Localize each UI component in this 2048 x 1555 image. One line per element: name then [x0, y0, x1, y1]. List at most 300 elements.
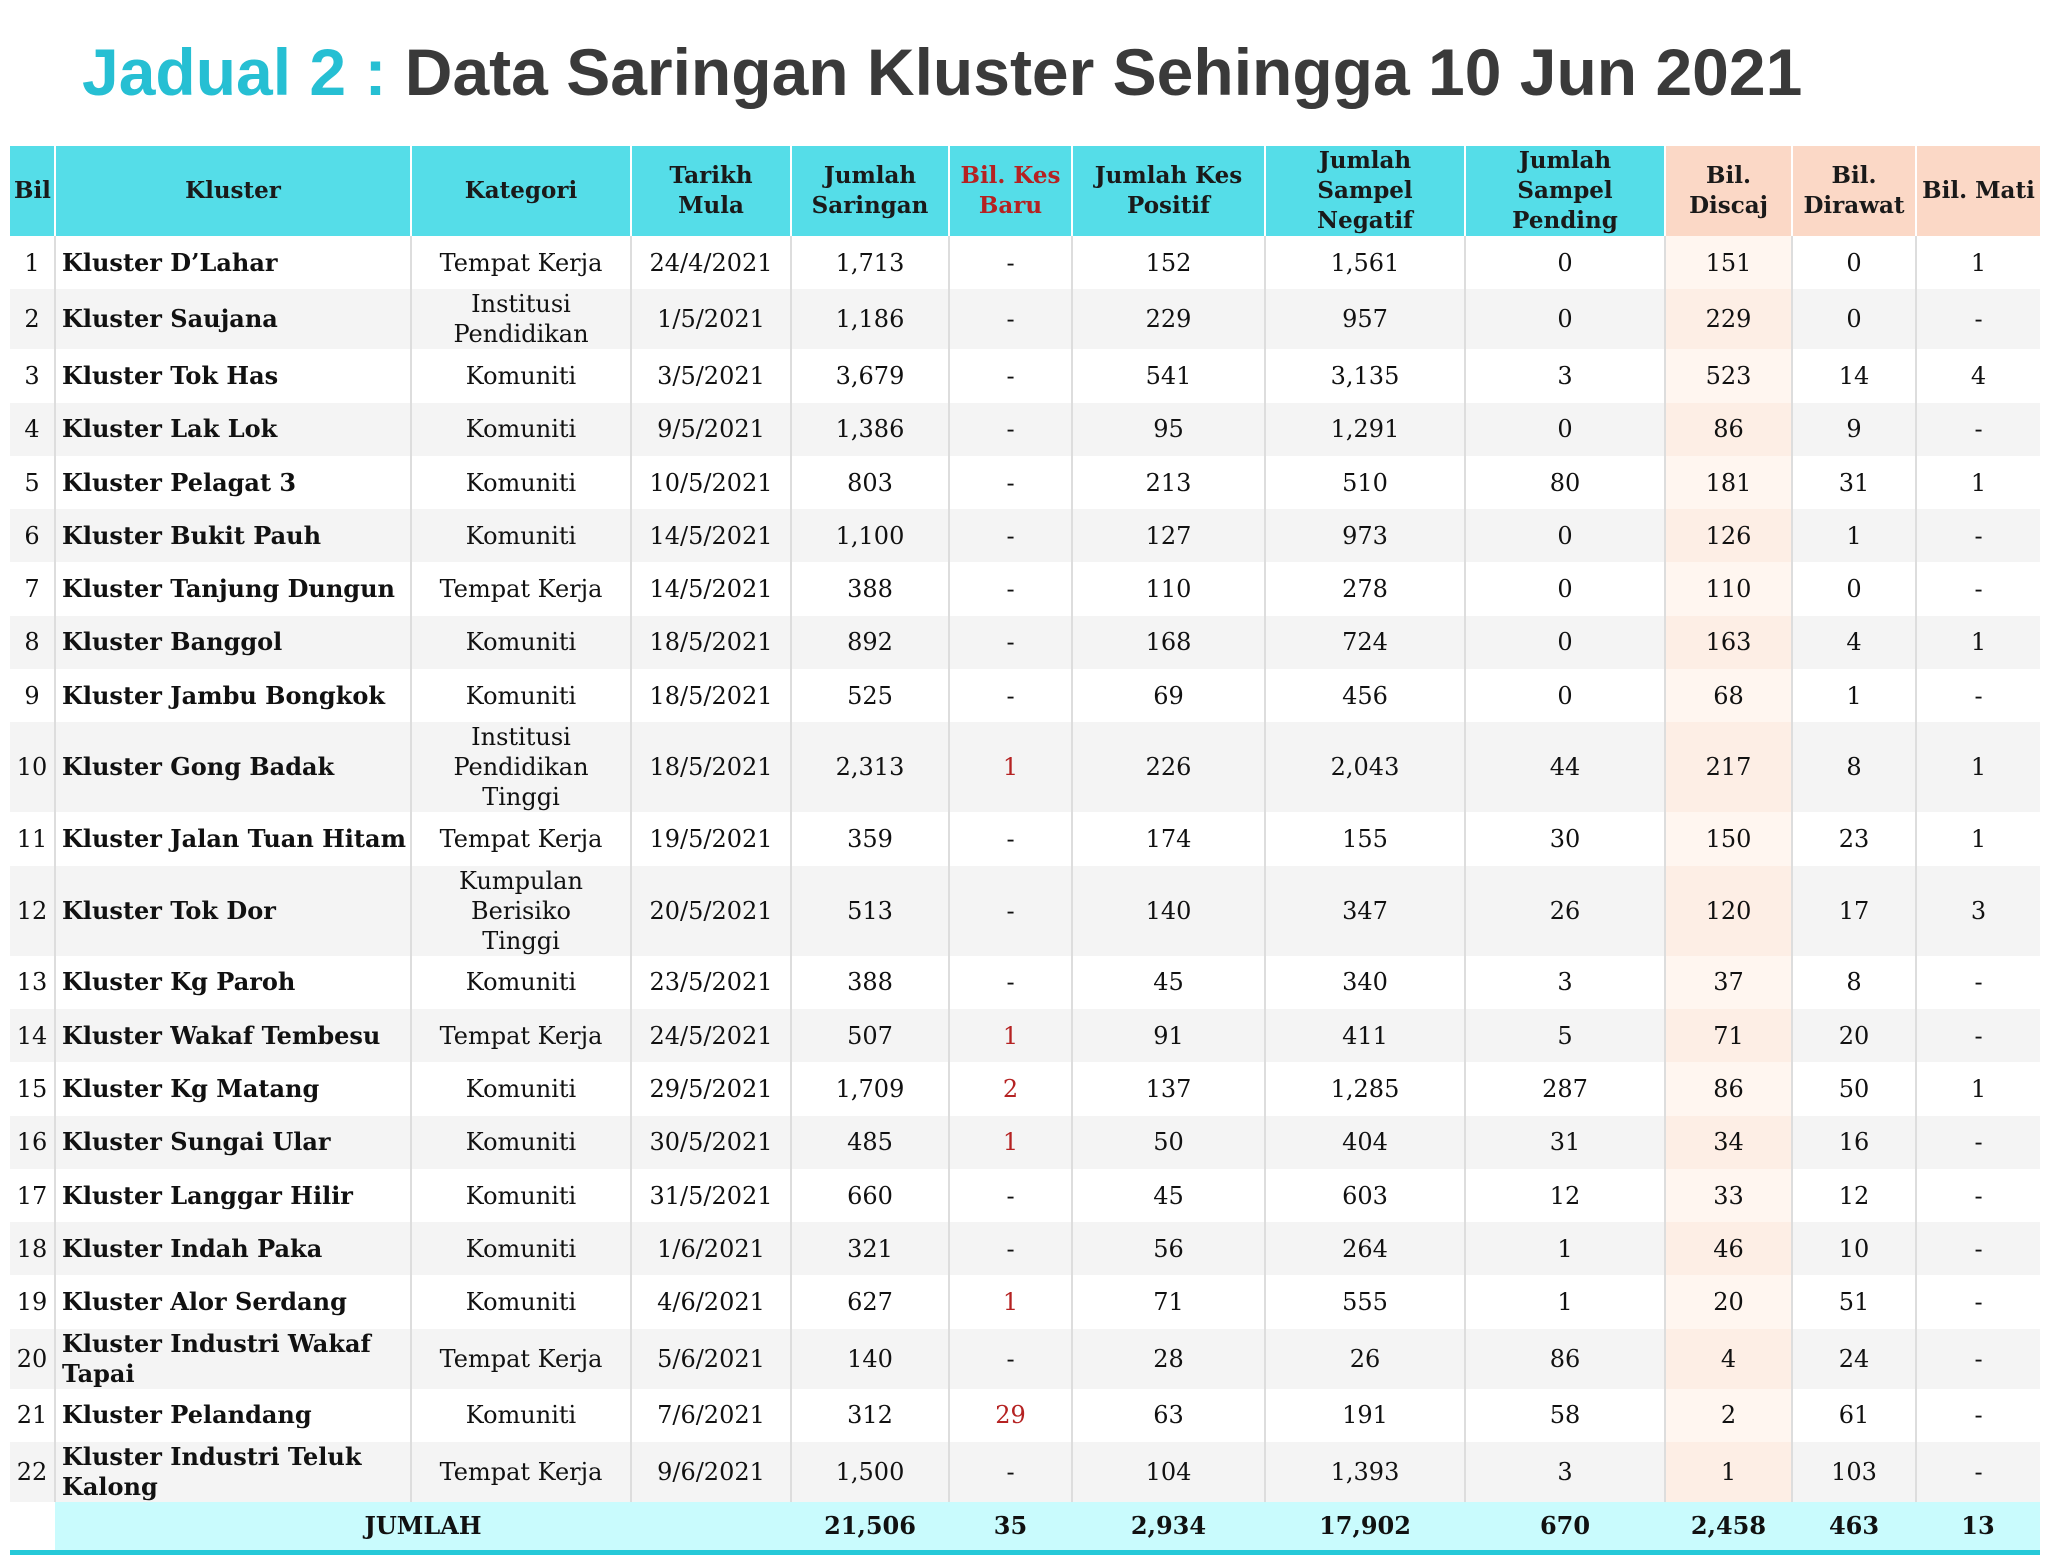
cell-pending: 86	[1465, 1329, 1665, 1389]
cell-tarikh: 24/5/2021	[631, 1009, 791, 1062]
cell-kluster: Kluster Jalan Tuan Hitam	[55, 812, 411, 865]
cell-negatif: 1,561	[1265, 236, 1465, 289]
total-discaj: 2,458	[1665, 1502, 1792, 1553]
cell-kategori: Komuniti	[411, 456, 631, 509]
total-blank	[10, 1502, 55, 1553]
cell-kluster: Kluster D’Lahar	[55, 236, 411, 289]
cell-kategori: Komuniti	[411, 956, 631, 1009]
cell-tarikh: 14/5/2021	[631, 509, 791, 562]
cell-positif: 28	[1072, 1329, 1265, 1389]
cell-positif: 137	[1072, 1062, 1265, 1115]
cell-kategori: Komuniti	[411, 1389, 631, 1442]
cell-pending: 58	[1465, 1389, 1665, 1442]
cell-baru: -	[949, 616, 1072, 669]
header-bil: Bil	[10, 146, 55, 236]
cell-saringan: 803	[791, 456, 949, 509]
header-kategori: Kategori	[411, 146, 631, 236]
cell-positif: 110	[1072, 562, 1265, 615]
cell-positif: 91	[1072, 1009, 1265, 1062]
cell-pending: 0	[1465, 236, 1665, 289]
header-positif: Jumlah Kes Positif	[1072, 146, 1265, 236]
cell-baru: -	[949, 812, 1072, 865]
cell-kategori: Komuniti	[411, 1275, 631, 1328]
total-saringan: 21,506	[791, 1502, 949, 1553]
cell-dirawat: 20	[1792, 1009, 1916, 1062]
table-row	[10, 236, 2040, 289]
cell-discaj: 33	[1665, 1169, 1792, 1222]
cell-kluster: Kluster Industri Teluk Kalong	[55, 1442, 411, 1502]
total-positif: 2,934	[1072, 1502, 1265, 1553]
cell-negatif: 191	[1265, 1389, 1465, 1442]
cell-bil: 19	[10, 1275, 55, 1328]
cell-kategori: Institusi Pendidikan Tinggi	[411, 722, 631, 812]
cell-baru: -	[949, 349, 1072, 402]
cell-saringan: 525	[791, 669, 949, 722]
cell-bil: 13	[10, 956, 55, 1009]
cell-bil: 22	[10, 1442, 55, 1502]
cell-saringan: 2,313	[791, 722, 949, 812]
cell-baru: 1	[949, 1116, 1072, 1169]
cell-mati: -	[1916, 509, 2040, 562]
cell-kluster: Kluster Langgar Hilir	[55, 1169, 411, 1222]
cell-discaj: 150	[1665, 812, 1792, 865]
cell-pending: 287	[1465, 1062, 1665, 1115]
cell-pending: 44	[1465, 722, 1665, 812]
cell-positif: 50	[1072, 1116, 1265, 1169]
cell-mati: -	[1916, 1169, 2040, 1222]
cell-kluster: Kluster Saujana	[55, 289, 411, 349]
cell-kluster: Kluster Sungai Ular	[55, 1116, 411, 1169]
cell-bil: 18	[10, 1222, 55, 1275]
cell-kategori: Tempat Kerja	[411, 1442, 631, 1502]
cell-kluster: Kluster Lak Lok	[55, 403, 411, 456]
cell-saringan: 660	[791, 1169, 949, 1222]
cell-negatif: 1,291	[1265, 403, 1465, 456]
cell-bil: 1	[10, 236, 55, 289]
header-dirawat: Bil. Dirawat	[1792, 146, 1916, 236]
cell-tarikh: 29/5/2021	[631, 1062, 791, 1115]
cell-bil: 20	[10, 1329, 55, 1389]
cell-dirawat: 8	[1792, 956, 1916, 1009]
cell-tarikh: 10/5/2021	[631, 456, 791, 509]
cell-discaj: 68	[1665, 669, 1792, 722]
cell-dirawat: 16	[1792, 1116, 1916, 1169]
cell-mati: -	[1916, 1442, 2040, 1502]
total-baru: 35	[949, 1502, 1072, 1553]
cell-dirawat: 1	[1792, 669, 1916, 722]
cell-bil: 3	[10, 349, 55, 402]
cell-tarikh: 19/5/2021	[631, 812, 791, 865]
header-kluster: Kluster	[55, 146, 411, 236]
cell-mati: -	[1916, 1222, 2040, 1275]
cell-negatif: 347	[1265, 866, 1465, 956]
cell-kluster: Kluster Tok Dor	[55, 866, 411, 956]
cell-discaj: 1	[1665, 1442, 1792, 1502]
cell-kluster: Kluster Kg Paroh	[55, 956, 411, 1009]
cell-saringan: 312	[791, 1389, 949, 1442]
cell-tarikh: 9/5/2021	[631, 403, 791, 456]
cell-pending: 12	[1465, 1169, 1665, 1222]
cell-saringan: 388	[791, 956, 949, 1009]
cell-bil: 4	[10, 403, 55, 456]
cell-mati: -	[1916, 956, 2040, 1009]
cell-kategori: Tempat Kerja	[411, 1329, 631, 1389]
cell-dirawat: 31	[1792, 456, 1916, 509]
cell-positif: 541	[1072, 349, 1265, 402]
cell-dirawat: 9	[1792, 403, 1916, 456]
cell-saringan: 1,500	[791, 1442, 949, 1502]
cell-kategori: Komuniti	[411, 1062, 631, 1115]
cell-baru: -	[949, 289, 1072, 349]
cell-saringan: 485	[791, 1116, 949, 1169]
cell-baru: -	[949, 456, 1072, 509]
cell-negatif: 278	[1265, 562, 1465, 615]
cell-baru: 29	[949, 1389, 1072, 1442]
cell-tarikh: 4/6/2021	[631, 1275, 791, 1328]
cell-baru: 1	[949, 722, 1072, 812]
cell-mati: 1	[1916, 456, 2040, 509]
cell-negatif: 555	[1265, 1275, 1465, 1328]
cell-pending: 26	[1465, 866, 1665, 956]
cell-mati: -	[1916, 1389, 2040, 1442]
cell-kategori: Komuniti	[411, 403, 631, 456]
table-row	[10, 1062, 2040, 1115]
table-row	[10, 616, 2040, 669]
cell-pending: 0	[1465, 289, 1665, 349]
header-pending: Jumlah Sampel Pending	[1465, 146, 1665, 236]
table-row	[10, 1116, 2040, 1169]
cell-bil: 8	[10, 616, 55, 669]
cell-kluster: Kluster Tok Has	[55, 349, 411, 402]
cell-kategori: Komuniti	[411, 1116, 631, 1169]
cell-negatif: 724	[1265, 616, 1465, 669]
cell-tarikh: 18/5/2021	[631, 669, 791, 722]
cell-baru: -	[949, 509, 1072, 562]
cell-mati: -	[1916, 1275, 2040, 1328]
cell-pending: 80	[1465, 456, 1665, 509]
cell-dirawat: 0	[1792, 562, 1916, 615]
cell-tarikh: 18/5/2021	[631, 616, 791, 669]
table-row	[10, 1329, 2040, 1389]
cell-dirawat: 10	[1792, 1222, 1916, 1275]
cell-bil: 14	[10, 1009, 55, 1062]
header-saringan: Jumlah Saringan	[791, 146, 949, 236]
header-negatif: Jumlah Sampel Negatif	[1265, 146, 1465, 236]
cell-positif: 127	[1072, 509, 1265, 562]
cell-discaj: 71	[1665, 1009, 1792, 1062]
cell-mati: 1	[1916, 722, 2040, 812]
table-row	[10, 1222, 2040, 1275]
cell-positif: 140	[1072, 866, 1265, 956]
cell-baru: 2	[949, 1062, 1072, 1115]
cell-pending: 0	[1465, 616, 1665, 669]
cell-negatif: 340	[1265, 956, 1465, 1009]
cell-discaj: 2	[1665, 1389, 1792, 1442]
cell-saringan: 1,186	[791, 289, 949, 349]
cell-negatif: 510	[1265, 456, 1465, 509]
cell-pending: 1	[1465, 1222, 1665, 1275]
cell-mati: -	[1916, 1009, 2040, 1062]
cell-kategori: Komuniti	[411, 616, 631, 669]
cell-kategori: Komuniti	[411, 509, 631, 562]
cell-tarikh: 7/6/2021	[631, 1389, 791, 1442]
cell-tarikh: 31/5/2021	[631, 1169, 791, 1222]
header-row	[10, 146, 2040, 236]
cell-dirawat: 23	[1792, 812, 1916, 865]
cell-positif: 45	[1072, 1169, 1265, 1222]
cell-discaj: 229	[1665, 289, 1792, 349]
total-pending: 670	[1465, 1502, 1665, 1553]
cell-tarikh: 18/5/2021	[631, 722, 791, 812]
total-row	[10, 1502, 2040, 1553]
cell-kategori: Tempat Kerja	[411, 812, 631, 865]
cell-discaj: 126	[1665, 509, 1792, 562]
cell-kluster: Kluster Wakaf Tembesu	[55, 1009, 411, 1062]
cell-pending: 30	[1465, 812, 1665, 865]
cell-pending: 3	[1465, 1442, 1665, 1502]
table-row	[10, 722, 2040, 812]
cell-kategori: Komuniti	[411, 349, 631, 402]
cell-baru: -	[949, 1329, 1072, 1389]
cell-pending: 1	[1465, 1275, 1665, 1328]
cell-discaj: 86	[1665, 1062, 1792, 1115]
cell-kluster: Kluster Indah Paka	[55, 1222, 411, 1275]
cell-negatif: 1,393	[1265, 1442, 1465, 1502]
cell-discaj: 20	[1665, 1275, 1792, 1328]
cell-pending: 0	[1465, 669, 1665, 722]
page-title	[82, 30, 1802, 114]
cell-mati: -	[1916, 562, 2040, 615]
cell-saringan: 507	[791, 1009, 949, 1062]
cell-kluster: Kluster Pelagat 3	[55, 456, 411, 509]
cell-baru: -	[949, 403, 1072, 456]
cell-tarikh: 24/4/2021	[631, 236, 791, 289]
cell-positif: 226	[1072, 722, 1265, 812]
cell-negatif: 456	[1265, 669, 1465, 722]
cell-discaj: 4	[1665, 1329, 1792, 1389]
cell-bil: 9	[10, 669, 55, 722]
table-row	[10, 509, 2040, 562]
cell-tarikh: 1/5/2021	[631, 289, 791, 349]
cell-baru: -	[949, 866, 1072, 956]
cell-baru: -	[949, 1169, 1072, 1222]
table-row	[10, 1169, 2040, 1222]
title-main: Data Saringan Kluster Sehingga 10 Jun 2021	[404, 35, 1803, 109]
cell-baru: -	[949, 236, 1072, 289]
cell-dirawat: 50	[1792, 1062, 1916, 1115]
table-row	[10, 456, 2040, 509]
cell-bil: 16	[10, 1116, 55, 1169]
cell-saringan: 1,100	[791, 509, 949, 562]
cell-saringan: 3,679	[791, 349, 949, 402]
cell-mati: -	[1916, 669, 2040, 722]
cell-kluster: Kluster Kg Matang	[55, 1062, 411, 1115]
cell-pending: 0	[1465, 403, 1665, 456]
cell-bil: 12	[10, 866, 55, 956]
cell-tarikh: 14/5/2021	[631, 562, 791, 615]
cell-mati: -	[1916, 403, 2040, 456]
cell-dirawat: 0	[1792, 289, 1916, 349]
cell-negatif: 155	[1265, 812, 1465, 865]
table-row	[10, 1275, 2040, 1328]
cell-mati: 1	[1916, 1062, 2040, 1115]
cell-bil: 5	[10, 456, 55, 509]
cell-saringan: 1,386	[791, 403, 949, 456]
cell-discaj: 217	[1665, 722, 1792, 812]
table-row	[10, 349, 2040, 402]
cell-pending: 0	[1465, 562, 1665, 615]
cell-bil: 17	[10, 1169, 55, 1222]
table-row	[10, 669, 2040, 722]
cell-kategori: Institusi Pendidikan	[411, 289, 631, 349]
cell-bil: 6	[10, 509, 55, 562]
cell-negatif: 3,135	[1265, 349, 1465, 402]
cell-positif: 168	[1072, 616, 1265, 669]
cell-positif: 229	[1072, 289, 1265, 349]
cell-dirawat: 14	[1792, 349, 1916, 402]
cell-positif: 213	[1072, 456, 1265, 509]
cell-mati: -	[1916, 289, 2040, 349]
cell-discaj: 163	[1665, 616, 1792, 669]
cell-kategori: Tempat Kerja	[411, 236, 631, 289]
cell-mati: -	[1916, 1329, 2040, 1389]
cell-kategori: Kumpulan Berisiko Tinggi	[411, 866, 631, 956]
cell-pending: 31	[1465, 1116, 1665, 1169]
cell-discaj: 523	[1665, 349, 1792, 402]
cell-tarikh: 9/6/2021	[631, 1442, 791, 1502]
cell-bil: 11	[10, 812, 55, 865]
cell-baru: -	[949, 1442, 1072, 1502]
cell-kluster: Kluster Alor Serdang	[55, 1275, 411, 1328]
cluster-table	[10, 146, 2040, 1555]
cell-saringan: 1,709	[791, 1062, 949, 1115]
cell-saringan: 892	[791, 616, 949, 669]
header-discaj: Bil. Discaj	[1665, 146, 1792, 236]
table-row	[10, 956, 2040, 1009]
cell-pending: 5	[1465, 1009, 1665, 1062]
cell-kluster: Kluster Pelandang	[55, 1389, 411, 1442]
header-mati: Bil. Mati	[1916, 146, 2040, 236]
cell-saringan: 140	[791, 1329, 949, 1389]
cell-tarikh: 5/6/2021	[631, 1329, 791, 1389]
cell-saringan: 321	[791, 1222, 949, 1275]
cell-negatif: 26	[1265, 1329, 1465, 1389]
cell-positif: 95	[1072, 403, 1265, 456]
cell-dirawat: 24	[1792, 1329, 1916, 1389]
header-tarikh: Tarikh Mula	[631, 146, 791, 236]
cell-discaj: 86	[1665, 403, 1792, 456]
cell-pending: 3	[1465, 956, 1665, 1009]
cell-positif: 63	[1072, 1389, 1265, 1442]
cell-positif: 69	[1072, 669, 1265, 722]
total-dirawat: 463	[1792, 1502, 1916, 1553]
cell-bil: 7	[10, 562, 55, 615]
total-negatif: 17,902	[1265, 1502, 1465, 1553]
cell-pending: 3	[1465, 349, 1665, 402]
cell-saringan: 627	[791, 1275, 949, 1328]
cell-kluster: Kluster Bukit Pauh	[55, 509, 411, 562]
cell-saringan: 388	[791, 562, 949, 615]
title-prefix: Jadual 2 :	[82, 35, 387, 109]
cell-baru: -	[949, 562, 1072, 615]
cell-dirawat: 1	[1792, 509, 1916, 562]
table-row	[10, 1442, 2040, 1502]
cell-saringan: 513	[791, 866, 949, 956]
cell-mati: 1	[1916, 616, 2040, 669]
cell-negatif: 957	[1265, 289, 1465, 349]
cell-kluster: Kluster Banggol	[55, 616, 411, 669]
cell-kluster: Kluster Tanjung Dungun	[55, 562, 411, 615]
cell-discaj: 34	[1665, 1116, 1792, 1169]
cell-positif: 56	[1072, 1222, 1265, 1275]
header-baru: Bil. Kes Baru	[949, 146, 1072, 236]
cell-mati: -	[1916, 1116, 2040, 1169]
cell-negatif: 264	[1265, 1222, 1465, 1275]
cell-kategori: Komuniti	[411, 1169, 631, 1222]
cell-kluster: Kluster Industri Wakaf Tapai	[55, 1329, 411, 1389]
cell-kluster: Kluster Gong Badak	[55, 722, 411, 812]
cell-dirawat: 51	[1792, 1275, 1916, 1328]
cell-pending: 0	[1465, 509, 1665, 562]
cell-dirawat: 0	[1792, 236, 1916, 289]
cell-saringan: 359	[791, 812, 949, 865]
cell-kategori: Tempat Kerja	[411, 562, 631, 615]
cell-baru: -	[949, 669, 1072, 722]
cell-mati: 1	[1916, 236, 2040, 289]
cell-tarikh: 3/5/2021	[631, 349, 791, 402]
cell-kategori: Komuniti	[411, 1222, 631, 1275]
cell-discaj: 46	[1665, 1222, 1792, 1275]
cell-positif: 104	[1072, 1442, 1265, 1502]
cell-saringan: 1,713	[791, 236, 949, 289]
table-row	[10, 1389, 2040, 1442]
cell-dirawat: 8	[1792, 722, 1916, 812]
cell-discaj: 110	[1665, 562, 1792, 615]
cell-bil: 21	[10, 1389, 55, 1442]
cell-bil: 2	[10, 289, 55, 349]
cell-discaj: 120	[1665, 866, 1792, 956]
table-row	[10, 866, 2040, 956]
cell-mati: 4	[1916, 349, 2040, 402]
cell-baru: 1	[949, 1275, 1072, 1328]
cell-negatif: 411	[1265, 1009, 1465, 1062]
cell-negatif: 603	[1265, 1169, 1465, 1222]
cell-discaj: 151	[1665, 236, 1792, 289]
cell-baru: 1	[949, 1009, 1072, 1062]
cell-mati: 1	[1916, 812, 2040, 865]
cell-positif: 174	[1072, 812, 1265, 865]
cell-dirawat: 17	[1792, 866, 1916, 956]
cell-discaj: 181	[1665, 456, 1792, 509]
cell-discaj: 37	[1665, 956, 1792, 1009]
cell-positif: 152	[1072, 236, 1265, 289]
total-mati: 13	[1916, 1502, 2040, 1553]
cell-baru: -	[949, 1222, 1072, 1275]
cell-tarikh: 23/5/2021	[631, 956, 791, 1009]
cell-bil: 15	[10, 1062, 55, 1115]
total-label: JUMLAH	[55, 1502, 791, 1553]
cell-dirawat: 12	[1792, 1169, 1916, 1222]
cell-tarikh: 30/5/2021	[631, 1116, 791, 1169]
table-row	[10, 562, 2040, 615]
cell-kategori: Tempat Kerja	[411, 1009, 631, 1062]
cell-kategori: Komuniti	[411, 669, 631, 722]
cell-dirawat: 61	[1792, 1389, 1916, 1442]
cell-tarikh: 1/6/2021	[631, 1222, 791, 1275]
cell-dirawat: 4	[1792, 616, 1916, 669]
table-row	[10, 1009, 2040, 1062]
cell-kluster: Kluster Jambu Bongkok	[55, 669, 411, 722]
